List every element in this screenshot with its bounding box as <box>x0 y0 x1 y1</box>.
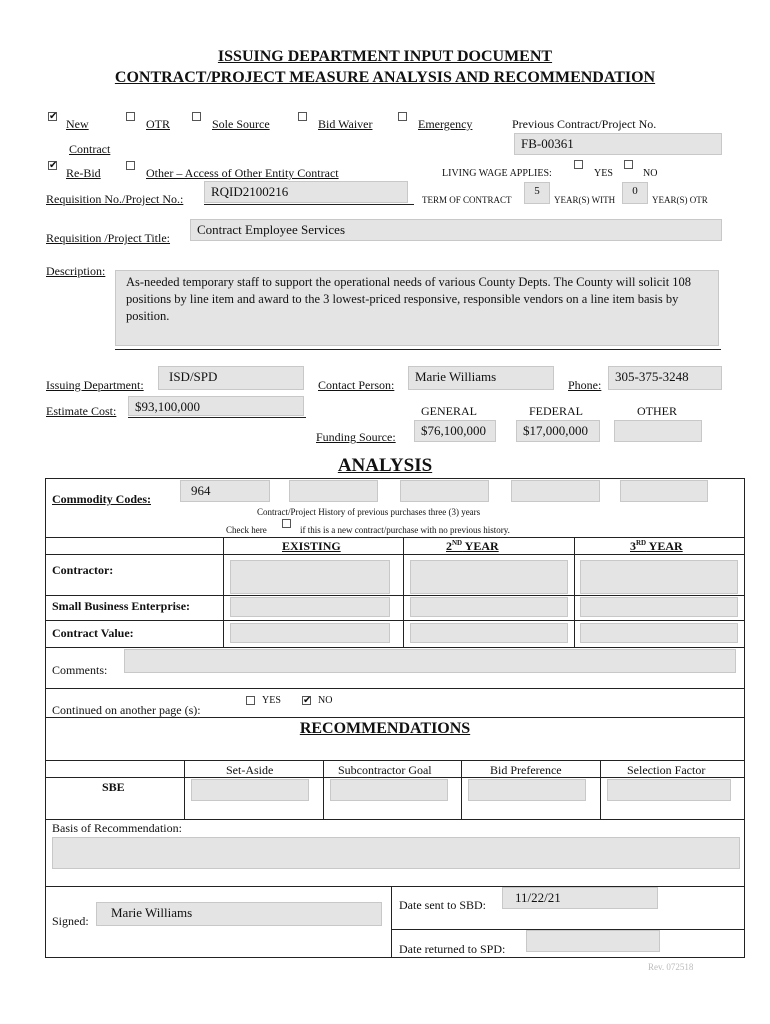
funding-federal-label: FEDERAL <box>529 404 583 418</box>
sbe-2nd-field[interactable] <box>410 597 568 617</box>
living-wage-no-checkbox[interactable] <box>624 160 633 169</box>
date-returned-label: Date returned to SPD: <box>399 942 506 956</box>
estimate-cost-field[interactable]: $93,100,000 <box>128 396 304 416</box>
term-otr-field[interactable]: 0 <box>622 182 648 204</box>
set-aside-label: Set-Aside <box>226 763 274 777</box>
bid-pref-field[interactable] <box>468 779 586 801</box>
commodity-code-2[interactable] <box>289 480 378 502</box>
otr-label: OTR <box>146 117 170 131</box>
value-3rd-field[interactable] <box>580 623 738 643</box>
col-3rd-year: 3RD YEAR <box>630 539 683 553</box>
term-otr-label: YEAR(S) OTR <box>652 195 708 205</box>
living-wage-yes-label: YES <box>594 168 613 179</box>
requisition-field[interactable]: RQID2100216 <box>204 181 408 203</box>
otr-checkbox[interactable] <box>126 112 135 121</box>
commodity-codes-label: Commodity Codes: <box>52 492 151 506</box>
phone-label: Phone: <box>568 378 602 392</box>
continued-yes-label: YES <box>262 695 281 706</box>
funding-other-field[interactable] <box>614 420 702 442</box>
contact-person-label: Contact Person: <box>318 378 395 392</box>
history-text: Contract/Project History of previous purchases three (3) years <box>257 507 481 517</box>
term-years-label: YEAR(S) WITH <box>554 195 616 205</box>
term-label: TERM OF CONTRACT <box>422 195 512 205</box>
analysis-title: ANALYSIS <box>337 455 433 476</box>
basis-label: Basis of Recommendation: <box>52 821 182 835</box>
sbe-3rd-field[interactable] <box>580 597 738 617</box>
comments-field[interactable] <box>124 649 736 673</box>
header-line-2: CONTRACT/PROJECT MEASURE ANALYSIS AND RECOMMENDATION <box>114 69 656 86</box>
sole-source-checkbox[interactable] <box>192 112 201 121</box>
funding-other-label: OTHER <box>637 404 677 418</box>
new-label: New <box>66 117 89 131</box>
contact-person-field[interactable]: Marie Williams <box>408 366 554 390</box>
project-title-field[interactable]: Contract Employee Services <box>190 219 722 241</box>
funding-general-label: GENERAL <box>421 404 477 418</box>
sbe-label: Small Business Enterprise: <box>52 599 191 613</box>
col-existing: EXISTING <box>282 539 341 553</box>
signed-label: Signed: <box>52 914 89 928</box>
description-field[interactable]: As-needed temporary staff to support the operational needs of various County Depts. The County will solicit 108 positions by line item and award to the 3 lowest-priced responsive, responsible vendors on a line item basis by position. <box>115 270 719 346</box>
project-title-label: Requisition /Project Title: <box>46 231 171 245</box>
issuing-department-field[interactable]: ISD/SPD <box>158 366 304 390</box>
check-here-rest: if this is a new contract/purchase with no previous history. <box>300 525 510 535</box>
header-line-1: ISSUING DEPARTMENT INPUT DOCUMENT <box>217 48 553 65</box>
living-wage-no-label: NO <box>643 168 658 179</box>
value-existing-field[interactable] <box>230 623 390 643</box>
rebid-label: Re-Bid <box>66 166 101 180</box>
funding-general-field[interactable]: $76,100,000 <box>414 420 496 442</box>
commodity-code-5[interactable] <box>620 480 708 502</box>
continued-label: Continued on another page (s): <box>52 703 201 717</box>
living-wage-yes-checkbox[interactable] <box>574 160 583 169</box>
other-checkbox[interactable] <box>126 161 135 170</box>
funding-federal-field[interactable]: $17,000,000 <box>516 420 600 442</box>
basis-field[interactable] <box>52 837 740 869</box>
contract-value-label: Contract Value: <box>52 626 134 640</box>
date-sent-field[interactable]: 11/22/21 <box>502 887 658 909</box>
selection-factor-label: Selection Factor <box>627 763 706 777</box>
rebid-checkbox[interactable]: ✔ <box>49 160 58 171</box>
continued-no-checkbox[interactable]: ✔ <box>303 695 312 706</box>
bid-pref-label: Bid Preference <box>490 763 562 777</box>
estimate-cost-label: Estimate Cost: <box>46 404 117 418</box>
col-2nd-year: 2ND YEAR <box>446 539 499 553</box>
new-history-checkbox[interactable] <box>282 519 291 528</box>
sub-goal-field[interactable] <box>330 779 448 801</box>
other-label: Other – Access of Other Entity Contract <box>146 166 339 180</box>
recommendations-title: RECOMMENDATIONS <box>299 720 471 737</box>
sole-source-label: Sole Source <box>212 117 270 131</box>
selection-factor-field[interactable] <box>607 779 731 801</box>
continued-no-label: NO <box>318 695 333 706</box>
date-returned-field[interactable] <box>526 930 660 952</box>
bid-waiver-label: Bid Waiver <box>318 117 373 131</box>
signed-field[interactable]: Marie Williams <box>96 902 382 926</box>
contractor-label: Contractor: <box>52 563 114 577</box>
phone-field[interactable]: 305-375-3248 <box>608 366 722 390</box>
date-sent-label: Date sent to SBD: <box>399 898 486 912</box>
previous-contract-field[interactable]: FB-00361 <box>514 133 722 155</box>
issuing-department-label: Issuing Department: <box>46 378 144 392</box>
comments-label: Comments: <box>52 663 108 677</box>
requisition-label: Requisition No./Project No.: <box>46 192 184 206</box>
contractor-3rd-field[interactable] <box>580 560 738 594</box>
new-checkbox[interactable]: ✔ <box>49 111 58 122</box>
bid-waiver-checkbox[interactable] <box>298 112 307 121</box>
term-years-field[interactable]: 5 <box>524 182 550 204</box>
contractor-existing-field[interactable] <box>230 560 390 594</box>
commodity-code-3[interactable] <box>400 480 489 502</box>
commodity-code-4[interactable] <box>511 480 600 502</box>
contract-label: Contract <box>69 142 111 156</box>
emergency-label: Emergency <box>418 117 473 131</box>
emergency-checkbox[interactable] <box>398 112 407 121</box>
value-2nd-field[interactable] <box>410 623 568 643</box>
commodity-code-1[interactable]: 964 <box>180 480 270 502</box>
check-here-label: Check here <box>226 525 267 535</box>
continued-yes-checkbox[interactable] <box>246 696 255 705</box>
sbe-rec-label: SBE <box>102 780 125 794</box>
description-label: Description: <box>46 264 106 278</box>
set-aside-field[interactable] <box>191 779 309 801</box>
contractor-2nd-field[interactable] <box>410 560 568 594</box>
revision-text: Rev. 072518 <box>648 962 694 972</box>
funding-source-label: Funding Source: <box>316 430 396 444</box>
living-wage-label: LIVING WAGE APPLIES: <box>442 168 552 179</box>
sub-goal-label: Subcontractor Goal <box>338 763 432 777</box>
sbe-existing-field[interactable] <box>230 597 390 617</box>
previous-contract-label: Previous Contract/Project No. <box>512 117 657 131</box>
